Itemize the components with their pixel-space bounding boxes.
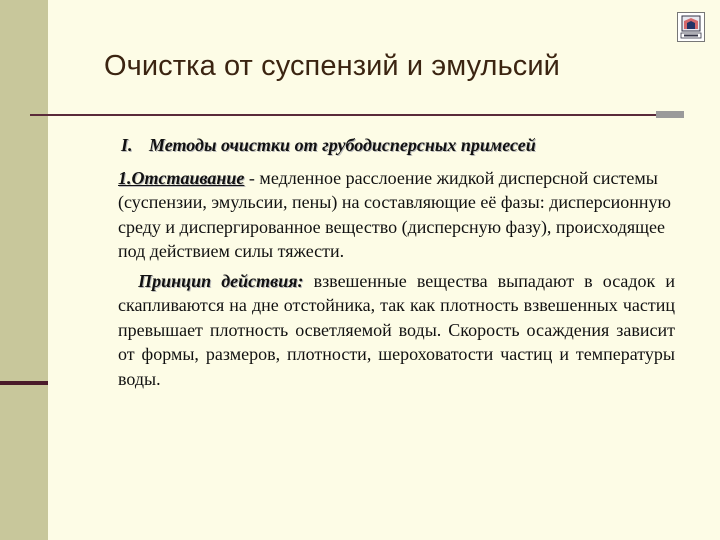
university-emblem-icon xyxy=(677,12,705,42)
left-decorative-band xyxy=(0,0,48,540)
left-band-accent-line xyxy=(0,381,48,385)
settling-definition: медленное расслоение жидкой дисперсной системы (суспензии, эмульсии, пены) на составляющие её фазы: дисперсионную среду и диспергированное вещество (дисперсную фазу), происходящее под действием силы тяжести. xyxy=(118,167,671,261)
divider-accent xyxy=(656,111,684,118)
paragraph-principle xyxy=(118,269,675,392)
term-settling: 1.Отстаивание xyxy=(118,167,245,188)
section-number: I. xyxy=(121,135,133,155)
term-principle: Принцип действия: xyxy=(138,270,304,291)
slide-title: Очистка от суспензий и эмульсий xyxy=(104,50,560,82)
term-separator: - xyxy=(244,167,260,188)
paragraph-settling xyxy=(118,166,675,264)
title-divider xyxy=(30,114,670,116)
section-heading xyxy=(121,133,675,158)
slide-body xyxy=(118,133,675,391)
principle-description: взвешенные вещества выпадают в осадок и скапливаются на дне отстойника, так как плотность взвешенных частиц превышает плотность осветляемой воды. Скорость осаждения зависит от формы, размеров, плотности, шероховатости частиц и температуры воды. xyxy=(118,270,676,389)
section-heading-text: Методы очистки от грубодисперсных примесей xyxy=(149,135,536,155)
